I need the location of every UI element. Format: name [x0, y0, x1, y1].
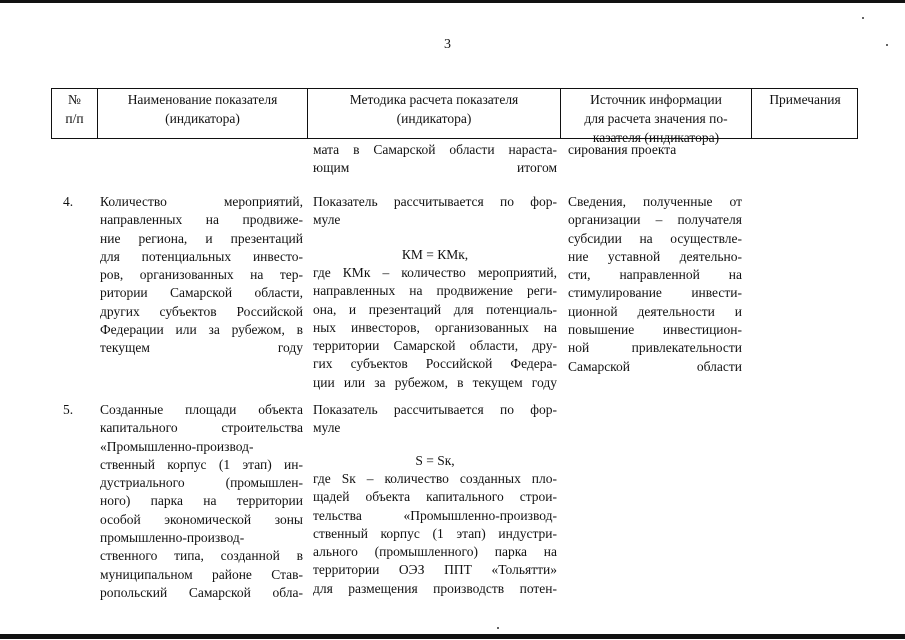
header-information-source: Источник информации для расчета значения по- казателя (индикатора) [584, 92, 728, 145]
header-notes: Примечания [769, 92, 841, 107]
indicator-name: Количество мероприятий, направленных на продвиже- ние региона, и презентаций для потенциальных инвесто- ров, организованных на тер- ритории Самарской области, других субъектов Российской Федерации или за рубежом, в текущем году [100, 194, 303, 356]
formula: S = Sк, [415, 453, 455, 468]
method-description: где Sк – количество созданных пло- щадей объекта капитального строи- тельства «Промышленно-производ- ственный корпус (1 этап) индустри- ального (промышленного) парка на территории ОЭЗ ППТ «Тольятти» для размещения производств потен- [313, 471, 557, 596]
row-number: 4. [63, 194, 74, 209]
table-header [51, 88, 858, 145]
scan-speck [497, 627, 499, 629]
header-calculation-method: Методика расчета показателя (индикатора) [349, 92, 519, 126]
header-number: № п/п [65, 92, 84, 126]
indicator-name: Созданные площади объекта капитального строительства «Промышленно-производ- ственный корпус (1 этап) ин- дустриального (промышлен- ного) парка на территории особой экономической зоны промышленно-производ- ственного типа, созданной в муниципальном районе Став- ропольский Самарской обла- [100, 402, 303, 600]
scan-speck [886, 44, 888, 46]
scan-speck [862, 17, 864, 19]
method-description: где КМк – количество мероприятий, направленных на продвижение реги- она, и презентаций для потенциаль- ных инвесторов, организованных на территории Самарской области, дру- гих субъектов Российской Федера- ции или за рубежом, в текущем году [313, 265, 557, 390]
bottom-edge-line [0, 634, 905, 639]
formula: КМ = КМк, [401, 247, 469, 262]
method-intro: Показатель рассчитывается по фор- муле [313, 194, 557, 228]
header-indicator-name: Наименование показателя (индикатора) [127, 92, 278, 126]
top-edge-line [0, 0, 905, 3]
continued-method-text: мата в Самарской области нараста- ющим итогом [313, 142, 557, 176]
continued-source-text: сирования проекта [568, 142, 677, 157]
information-source: Сведения, полученные от организации – получателя субсидии на осуществле- ние уставной деятельно- сти, направленной на стимулирование инвести- ционной деятельности и повышение инвестицион- ной привлекательности Самарской области [568, 194, 742, 374]
method-intro: Показатель рассчитывается по фор- муле [313, 402, 557, 436]
row-number: 5. [63, 402, 74, 417]
page-number: 3 [444, 37, 451, 52]
